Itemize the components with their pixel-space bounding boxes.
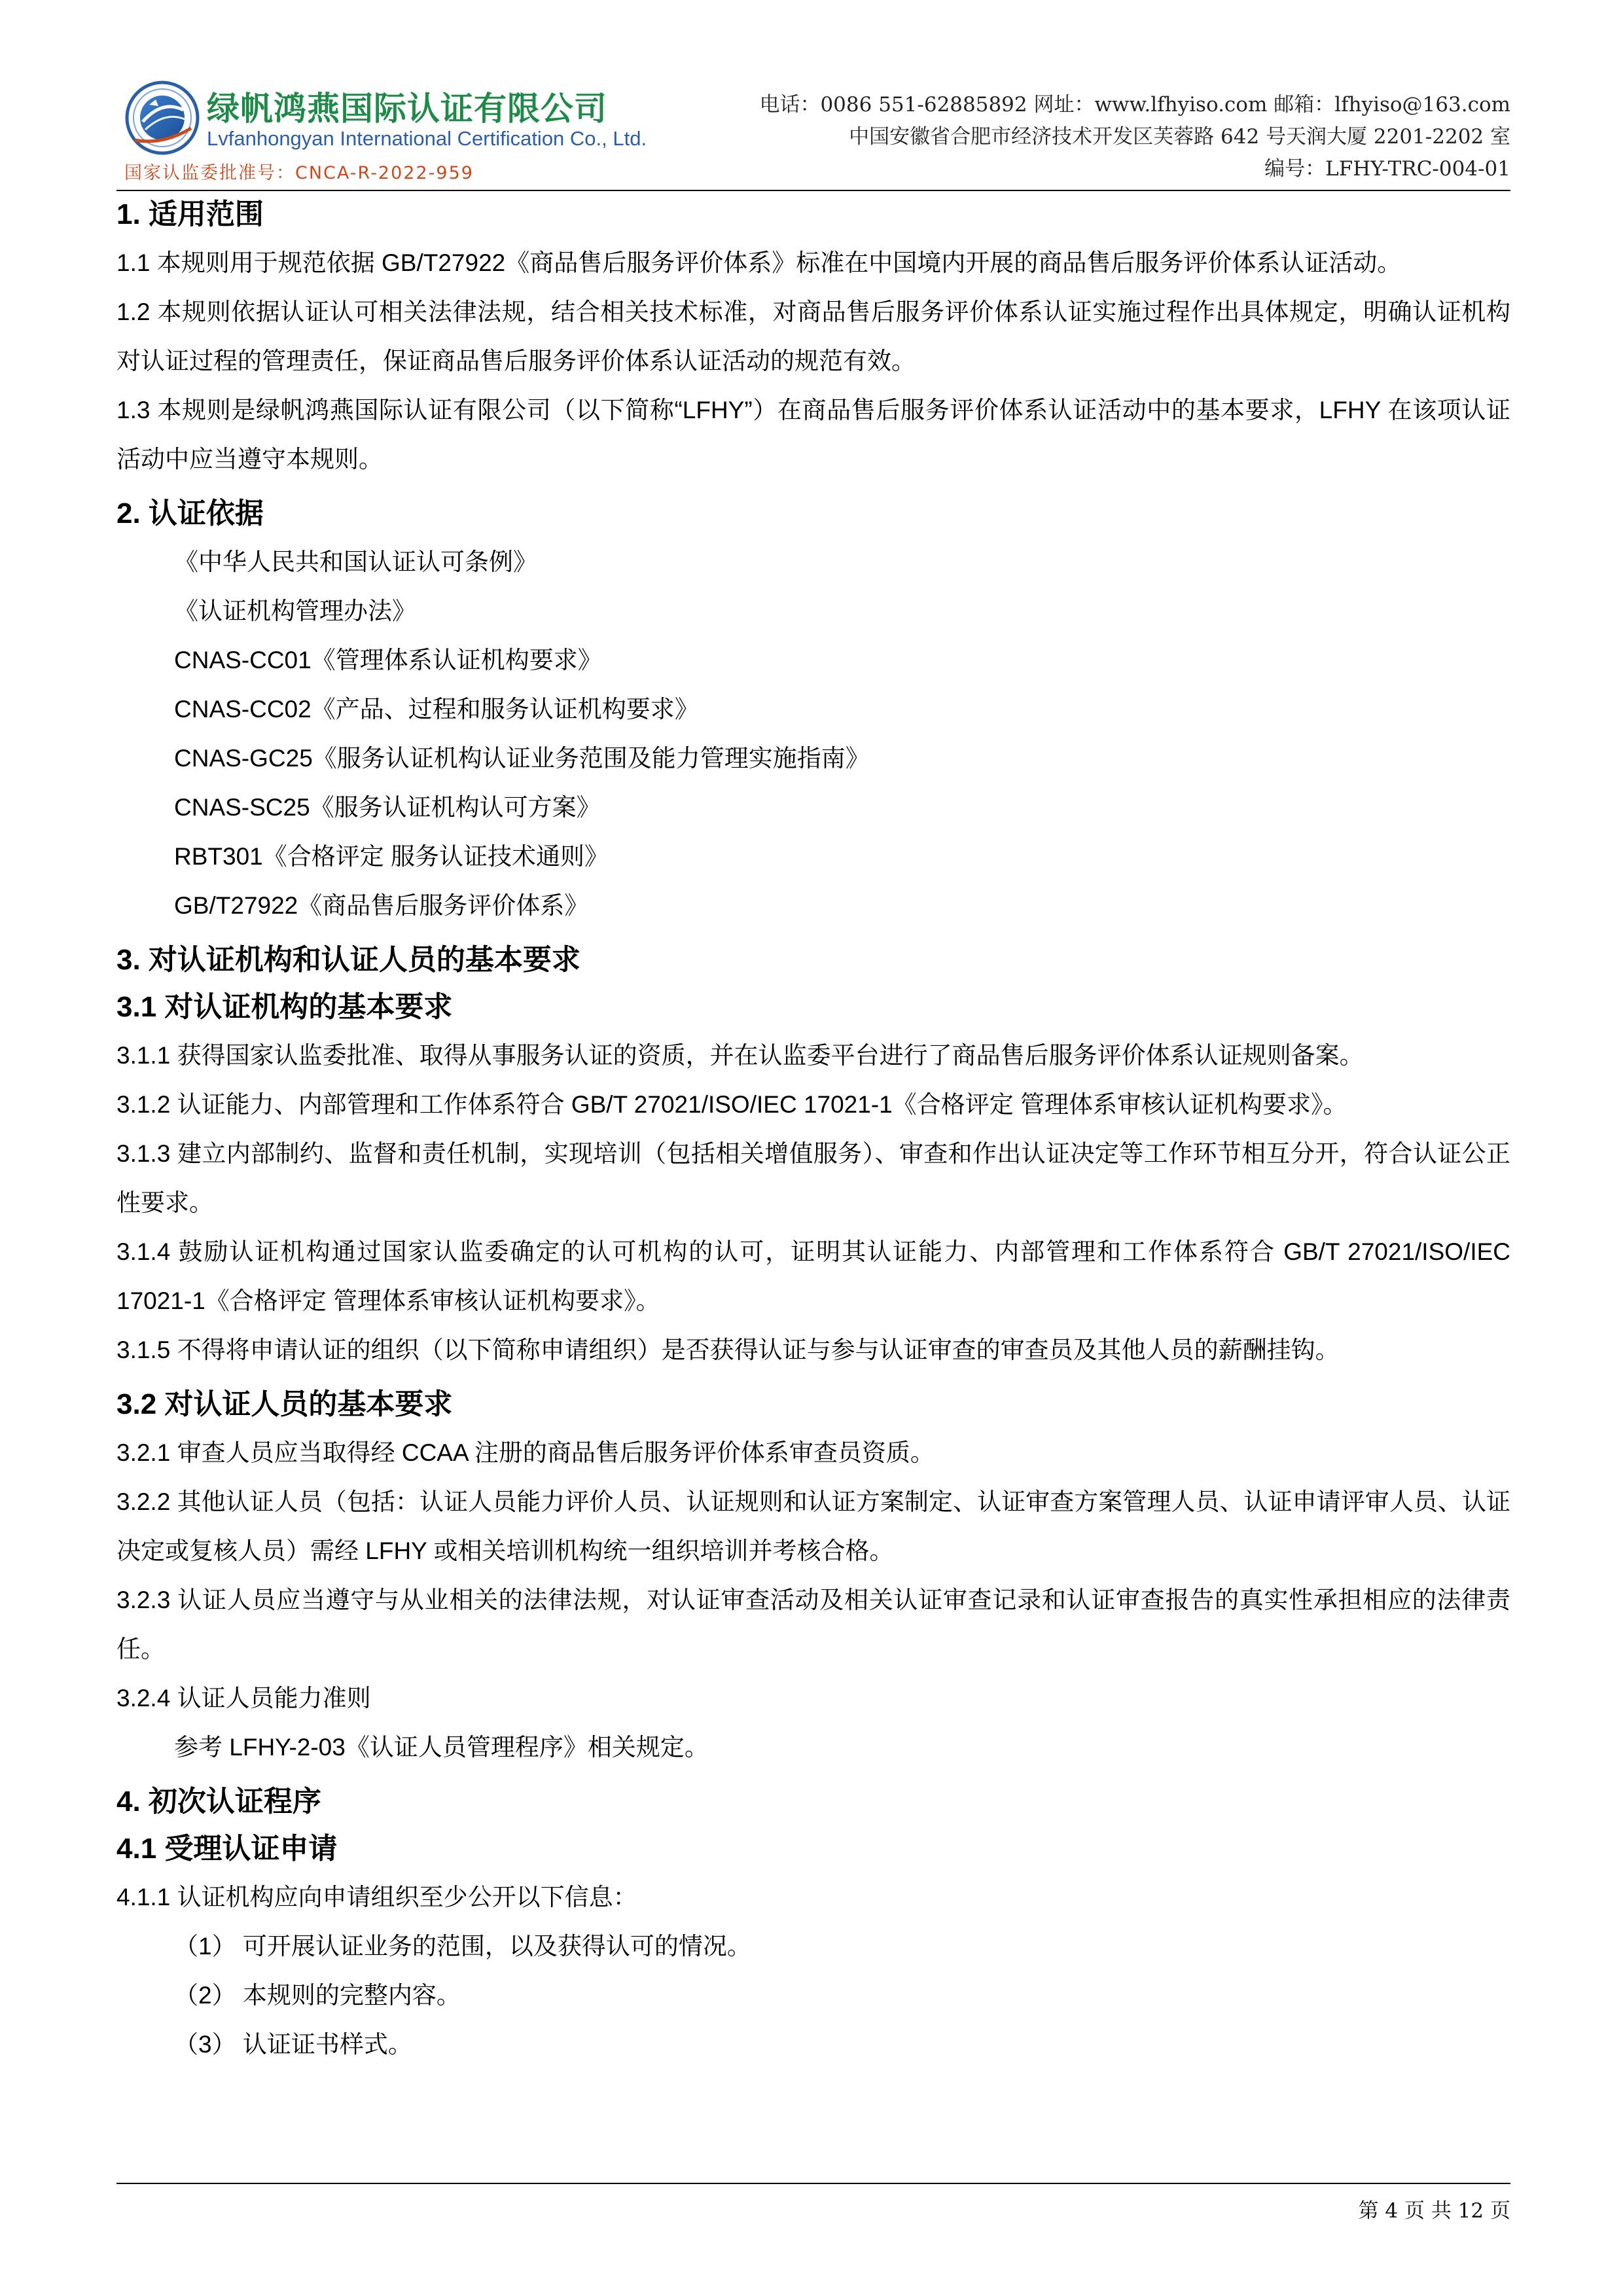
- document-number: 编号：LFHY-TRC-004-01: [1264, 157, 1510, 181]
- section-4-heading: 4. 初次认证程序: [116, 1785, 321, 1818]
- reference-item: GB/T27922《商品售后服务评价体系》: [174, 892, 589, 919]
- globe-emblem-icon: [123, 80, 202, 157]
- list-item: （3） 认证证书样式。: [174, 2031, 412, 2058]
- approval-number: 国家认监委批准号：CNCA-R-2022-959: [124, 163, 474, 183]
- reference-list: [116, 537, 1510, 930]
- reference-item: 《认证机构管理办法》: [174, 598, 416, 624]
- paragraph-3-1-5: 3.1.5 不得将申请认证的组织（以下简称申请组织）是否获得认证与参与认证审查的审查员及其他人员的薪酬挂钩。: [116, 1336, 1340, 1363]
- paragraph-3-1-2: 3.1.2 认证能力、内部管理和工作体系符合 GB/T 27021/ISO/IEC 17021-1《合格评定 管理体系审核认证机构要求》。: [116, 1091, 1347, 1118]
- section-3-1-heading: 3.1 对认证机构的基本要求: [116, 991, 453, 1023]
- paragraph-1-1: 1.1 本规则用于规范依据 GB/T27922《商品售后服务评价体系》标准在中国境内开展的商品售后服务评价体系认证活动。: [116, 249, 1402, 276]
- paragraph-3-2-3: 3.2.3 认证人员应当遵守与从业相关的法律法规，对认证审查活动及相关认证审查记录和认证审查报告的真实性承担相应的法律责任。: [116, 1587, 1510, 1662]
- company-logo: [116, 73, 705, 185]
- reference-item: CNAS-GC25《服务认证机构认证业务范围及能力管理实施指南》: [174, 745, 870, 772]
- section-1-heading: 1. 适用范围: [116, 198, 264, 230]
- address-line: 中国安徽省合肥市经济技术开发区芙蓉路 642 号天润大厦 2201-2202 室: [849, 125, 1510, 149]
- paragraph-4-1-1: 4.1.1 认证机构应向申请组织至少公开以下信息：: [116, 1884, 637, 1910]
- page-header: [116, 73, 1510, 185]
- paragraph-1-3: 1.3 本规则是绿帆鸿燕国际认证有限公司（以下简称“LFHY”）在商品售后服务评价体系认证活动中的基本要求，LFHY 在该项认证活动中应当遵守本规则。: [116, 397, 1510, 473]
- reference-item: CNAS-CC01《管理体系认证机构要求》: [174, 647, 602, 673]
- section-3-heading: 3. 对认证机构和认证人员的基本要求: [116, 944, 580, 976]
- reference-item: RBT301《合格评定 服务认证技术通则》: [174, 843, 609, 870]
- company-name-en: Lvfanhongyan International Certification Co., Ltd.: [207, 127, 647, 150]
- paragraph-3-1-4: 3.1.4 鼓励认证机构通过国家认监委确定的认可机构的认可，证明其认证能力、内部管理和工作体系符合 GB/T 27021/ISO/IEC 17021-1《合格评定 管理体系审核认证机构要求》。: [116, 1238, 1510, 1314]
- contact-block: [759, 89, 1510, 185]
- paragraph-3-2-2: 3.2.2 其他认证人员（包括：认证人员能力评价人员、认证规则和认证方案制定、认证审查方案管理人员、认证申请评审人员、认证决定或复核人员）需经 LFHY 或相关培训机构统一组织培训并考核合格。: [116, 1488, 1510, 1564]
- list-item: （2） 本规则的完整内容。: [174, 1982, 461, 2009]
- paragraph-3-1-3: 3.1.3 建立内部制约、监督和责任机制，实现培训（包括相关增值服务）、审查和作出认证决定等工作环节相互分开，符合认证公正性要求。: [116, 1140, 1510, 1216]
- list-item: （1） 可开展认证业务的范围，以及获得认可的情况。: [174, 1933, 751, 1960]
- document-body: [116, 191, 1510, 2069]
- contact-line: 电话：0086 551-62885892 网址：www.lfhyiso.com 邮箱：lfhyiso@163.com: [759, 93, 1510, 117]
- reference-item: 《中华人民共和国认证认可条例》: [174, 548, 537, 575]
- section-3-2-heading: 3.2 对认证人员的基本要求: [116, 1388, 453, 1420]
- section-4-1-heading: 4.1 受理认证申请: [116, 1833, 338, 1865]
- disclosure-list: [116, 1922, 1510, 2069]
- reference-item: CNAS-CC02《产品、过程和服务认证机构要求》: [174, 696, 699, 723]
- paragraph-3-2-1: 3.2.1 审查人员应当取得经 CCAA 注册的商品售后服务评价体系审查员资质。: [116, 1439, 935, 1466]
- footer-divider: [116, 2183, 1510, 2184]
- reference-item: CNAS-SC25《服务认证机构认可方案》: [174, 794, 601, 821]
- paragraph-1-2: 1.2 本规则依据认证认可相关法律法规，结合相关技术标准，对商品售后服务评价体系认证实施过程作出具体规定，明确认证机构对认证过程的管理责任，保证商品售后服务评价体系认证活动的规范有效。: [116, 298, 1510, 374]
- section-2-heading: 2. 认证依据: [116, 497, 264, 529]
- paragraph-3-2-4: 3.2.4 认证人员能力准则: [116, 1685, 371, 1712]
- paragraph-3-2-4-detail: 参考 LFHY-2-03《认证人员管理程序》相关规定。: [174, 1734, 709, 1761]
- paragraph-3-1-1: 3.1.1 获得国家认监委批准、取得从事服务认证的资质，并在认监委平台进行了商品售后服务评价体系认证规则备案。: [116, 1042, 1364, 1069]
- company-name-zh: 绿帆鸿燕国际认证有限公司: [207, 90, 607, 128]
- page-number: 第 4 页 共 12 页: [1358, 2199, 1510, 2223]
